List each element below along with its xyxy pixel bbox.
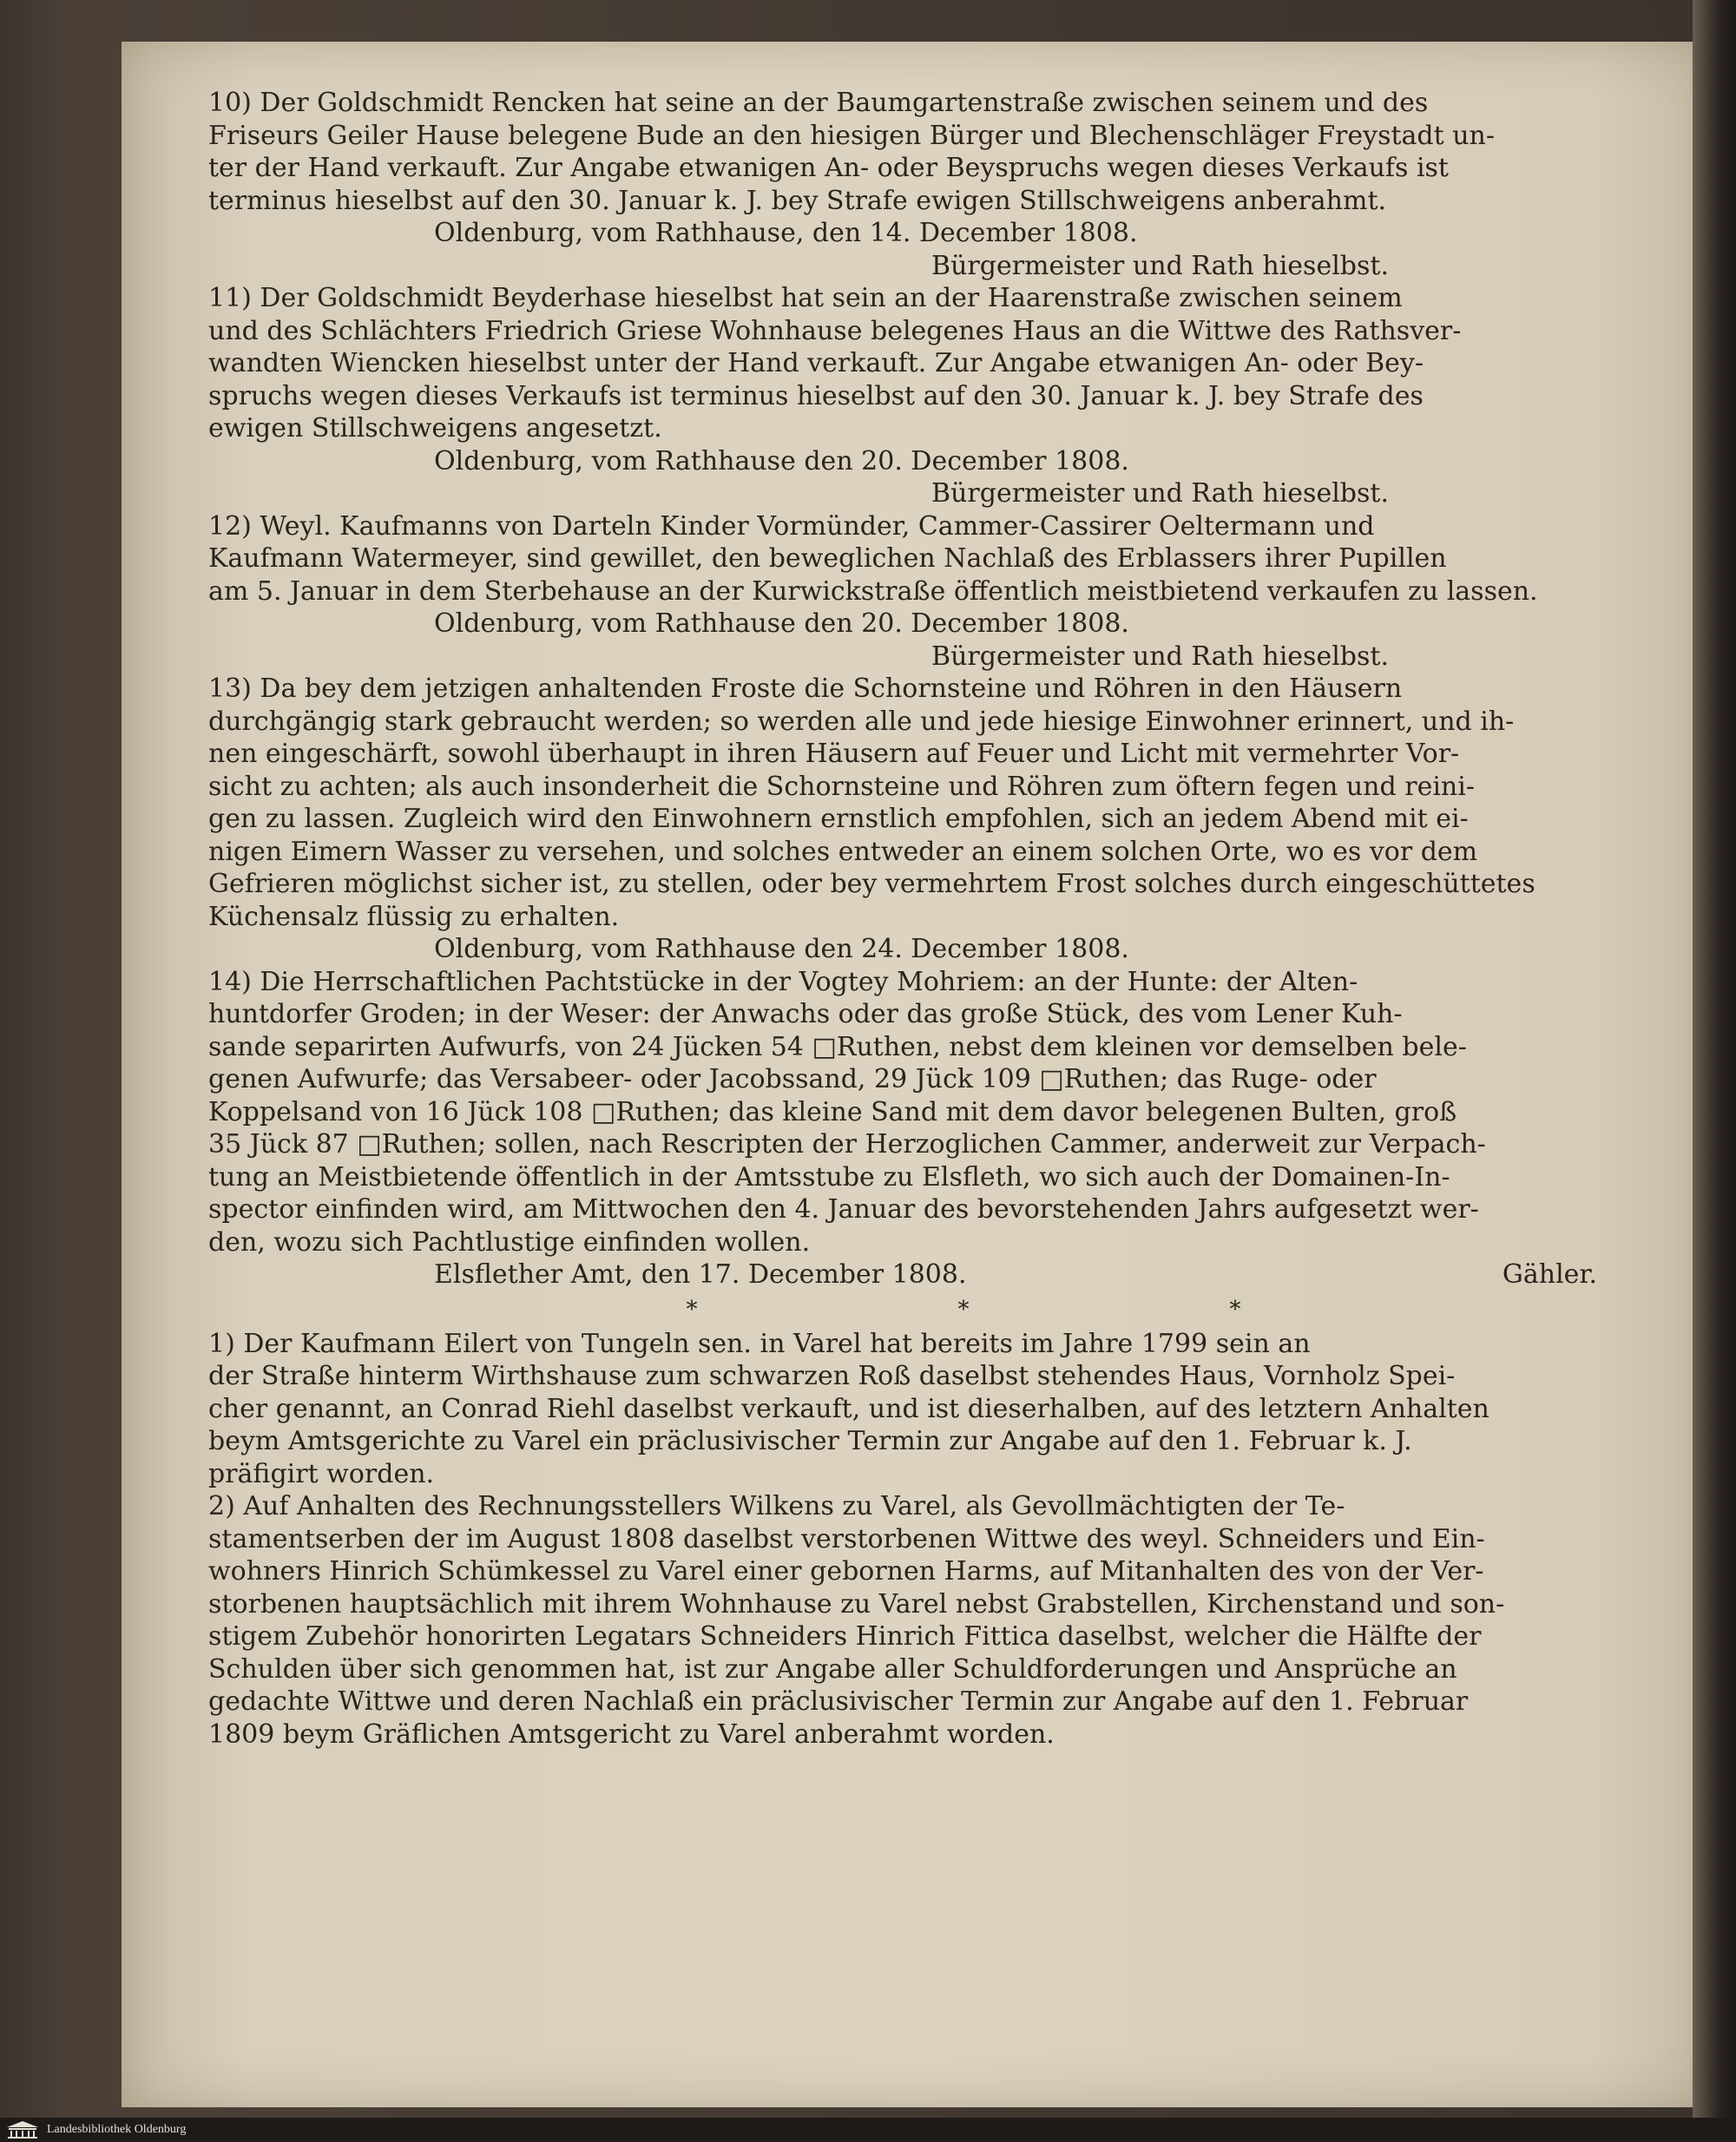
text-line: genen Aufwurfe; das Versabeer- oder Jacobssand, 29 Jück 109 □Ruthen; das Ruge- oder	[208, 1064, 1377, 1094]
text-line: sicht zu achten; als auch insonderheit die Schornsteine und Röhren zum öftern fegen und reini-	[208, 771, 1475, 802]
text-line: 13) Da bey dem jetzigen anhaltenden Froste die Schornsteine und Röhren in den Häusern	[208, 673, 1403, 704]
text-line: huntdorfer Groden; in der Weser: der Anwachs oder das große Stück, des vom Lener Kuh-	[208, 999, 1403, 1029]
asterism-mark: *	[686, 1296, 698, 1323]
notice-12	[208, 510, 1614, 673]
asterism-mark: *	[1229, 1296, 1241, 1323]
text-line: durchgängig stark gebraucht werden; so werden alle und jede hiesige Einwohner erinnert, und ih-	[208, 706, 1515, 737]
notice-varel-1	[208, 1328, 1614, 1491]
notice-14	[208, 966, 1614, 1291]
text-line: wohners Hinrich Schümkessel zu Varel einer gebornen Harms, auf Mitanhalten des von der Ver-	[208, 1556, 1484, 1587]
text-line: ter der Hand verkauft. Zur Angabe etwanigen An- oder Beyspruchs wegen dieses Verkaufs ist	[208, 153, 1449, 183]
text-line: 10) Der Goldschmidt Rencken hat seine an der Baumgartenstraße zwischen seinem und des	[208, 88, 1429, 118]
text-line: 12) Weyl. Kaufmanns von Darteln Kinder Vormünder, Cammer-Cassirer Oeltermann und	[208, 510, 1375, 542]
text-line: spruchs wegen dieses Verkaufs ist terminus hieselbst auf den 30. Januar k. J. bey Strafe des	[208, 380, 1424, 411]
text-line: 1) Der Kaufmann Eilert von Tungeln sen. in Varel hat bereits im Jahre 1799 sein an	[208, 1328, 1311, 1359]
text-line: präfigirt worden.	[208, 1458, 435, 1489]
text-line: nen eingeschärft, sowohl überhaupt in ihren Häusern auf Feuer und Licht mit vermehrter Vor-	[208, 739, 1460, 769]
library-building-icon	[5, 2120, 40, 2139]
text-line: storbenen hauptsächlich mit ihrem Wohnhause zu Varel nebst Grabstellen, Kirchenstand und son-	[208, 1588, 1505, 1620]
text-line: Küchensalz flüssig zu erhalten.	[208, 901, 620, 932]
text-line: am 5. Januar in dem Sterbehause an der Kurwickstraße öffentlich meistbietend verkaufen zu lassen.	[208, 575, 1538, 607]
notice-11	[208, 282, 1614, 510]
text-line: 1809 beym Gräflichen Amtsgericht zu Varel anberahmt worden.	[208, 1718, 1055, 1750]
text-line: tung an Meistbietende öffentlich in der Amtsstube zu Elsfleth, wo sich auch der Domainen-In-	[208, 1161, 1450, 1193]
dateline: Oldenburg, vom Rathhause, den 14. December 1808.	[434, 218, 1138, 248]
text-line: der Straße hinterm Wirthshause zum schwarzen Roß daselbst stehendes Haus, Vornholz Spei-	[208, 1361, 1456, 1391]
library-name: Landesbibliothek Oldenburg	[47, 2123, 187, 2136]
text-line: nigen Eimern Wasser zu versehen, und solches entweder an einem solchen Orte, wo es vor dem	[208, 836, 1478, 867]
text-line: 2) Auf Anhalten des Rechnungsstellers Wilkens zu Varel, als Gevollmächtigten der Te-	[208, 1491, 1345, 1521]
text-line: Friseurs Geiler Hause belegene Bude an den hiesigen Bürger und Blechenschläger Freystadt un-	[208, 120, 1495, 151]
text-line: Koppelsand von 16 Jück 108 □Ruthen; das kleine Sand mit dem davor belegenen Bulten, groß	[208, 1096, 1457, 1127]
text-line: terminus hieselbst auf den 30. Januar k. J. bey Strafe ewigen Stillschweigens anberahmt.	[208, 185, 1387, 216]
notice-varel-2	[208, 1490, 1614, 1751]
text-line: wandten Wiencken hieselbst unter der Hand verkauft. Zur Angabe etwanigen An- oder Bey-	[208, 348, 1424, 378]
library-footer	[0, 2118, 1736, 2142]
section-separator	[208, 1297, 1614, 1323]
text-line: 35 Jück 87 □Ruthen; sollen, nach Rescripten der Herzoglichen Cammer, anderweit zur Verpach-	[208, 1129, 1486, 1160]
dateline: Elsflether Amt, den 17. December 1808.	[434, 1259, 967, 1290]
text-line: spector einfinden wird, am Mittwochen den 4. Januar des bevorstehenden Jahrs aufgesetzt wer-	[208, 1194, 1479, 1225]
text-line: ewigen Stillschweigens angesetzt.	[208, 413, 662, 444]
text-line: gedachte Wittwe und deren Nachlaß ein präclusivischer Termin zur Angabe auf den 1. Februar	[208, 1686, 1469, 1717]
text-line: stigem Zubehör honorirten Legatars Schneiders Hinrich Fittica daselbst, welcher die Hälfte der	[208, 1621, 1482, 1652]
signature: Bürgermeister und Rath hieselbst.	[931, 478, 1389, 509]
signature: Bürgermeister und Rath hieselbst.	[931, 641, 1389, 672]
text-line: Schulden über sich genommen hat, ist zur Angabe aller Schuldforderungen und Ansprüche an	[208, 1653, 1457, 1685]
text-line: Kaufmann Watermeyer, sind gewillet, den beweglichen Nachlaß des Erblassers ihrer Pupillen	[208, 543, 1447, 574]
text-line: den, wozu sich Pachtlustige einfinden wollen.	[208, 1226, 811, 1258]
dateline: Oldenburg, vom Rathhause den 20. December 1808.	[434, 608, 1129, 639]
notice-13	[208, 673, 1614, 966]
dateline: Oldenburg, vom Rathhause den 24. December 1808.	[434, 934, 1129, 964]
dateline-signature-row	[434, 1258, 1614, 1291]
signature: Bürgermeister und Rath hieselbst.	[931, 250, 1389, 281]
text-line: 11) Der Goldschmidt Beyderhase hieselbst hat sein an der Haarenstraße zwischen seinem	[208, 283, 1403, 313]
asterism-mark: *	[957, 1296, 970, 1323]
text-line: 14) Die Herrschaftlichen Pachtstücke in der Vogtey Mohriem: an der Hunte: der Alten-	[208, 966, 1358, 997]
text-line: beym Amtsgerichte zu Varel ein präclusivischer Termin zur Angabe auf den 1. Februar k. J.	[208, 1426, 1412, 1456]
text-line: sande separirten Aufwurfs, von 24 Jücken 54 □Ruthen, nebst dem kleinen vor demselben bele-	[208, 1031, 1467, 1062]
text-line: Gefrieren möglichst sicher ist, zu stellen, oder bey vermehrtem Frost solches durch eingeschüttetes	[208, 869, 1535, 899]
document-text	[208, 87, 1614, 1751]
text-line: gen zu lassen. Zugleich wird den Einwohnern ernstlich empfohlen, sich an jedem Abend mit ei-	[208, 804, 1469, 834]
book-spine	[1693, 0, 1736, 2118]
text-line: cher genannt, an Conrad Riehl daselbst verkauft, und ist dieserhalben, auf des letztern Anhalten	[208, 1393, 1489, 1424]
text-line: stamentserben der im August 1808 daselbst verstorbenen Wittwe des weyl. Schneiders und Ein-	[208, 1523, 1485, 1554]
signature: Gähler.	[1502, 1259, 1597, 1290]
text-line: und des Schlächters Friedrich Griese Wohnhause belegenes Haus an die Wittwe des Rathsver-	[208, 315, 1462, 346]
notice-10	[208, 87, 1614, 282]
dateline: Oldenburg, vom Rathhause den 20. December 1808.	[434, 445, 1129, 476]
